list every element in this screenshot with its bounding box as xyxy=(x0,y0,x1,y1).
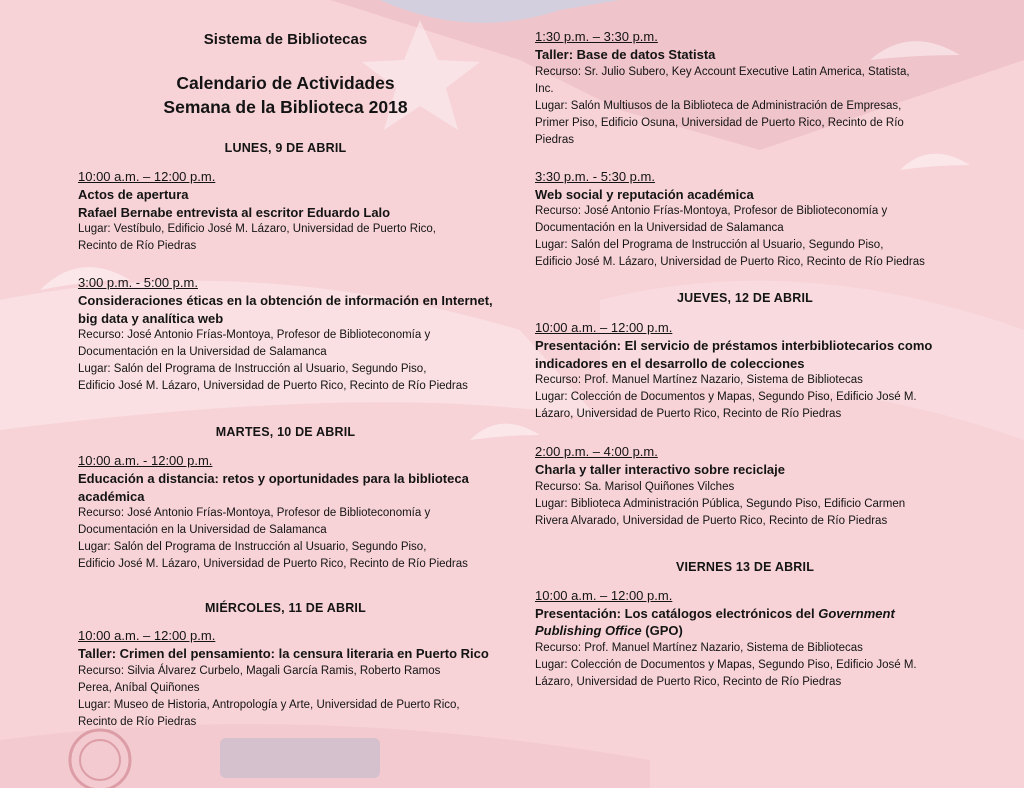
event-time: 10:00 a.m. – 12:00 p.m. xyxy=(535,587,673,603)
event-location: Lugar: Salón Multiusos de la Biblioteca de Administración de Empresas, Primer Piso, Edificio Osuna, Universidad de Puerto Rico, Recinto de Río Piedras xyxy=(535,99,904,146)
event-title: Educación a distancia: retos y oportunidades para la biblioteca académica xyxy=(78,471,469,504)
event-tuesday-1 xyxy=(78,452,493,573)
event-location: Lugar: Museo de Historia, Antropología y Arte, Universidad de Puerto Rico, Recinto de Río Piedras xyxy=(78,698,460,728)
event-title: Web social y reputación académica xyxy=(535,186,754,202)
event-time: 1:30 p.m. – 3:30 p.m. xyxy=(535,29,658,44)
event-resource: Recurso: Sr. Julio Subero, Key Account Executive Latin America, Statista, Inc. xyxy=(535,65,910,95)
event-time: 10:00 a.m. – 12:00 p.m. xyxy=(78,628,216,643)
day-heading-friday: VIERNES 13 DE ABRIL xyxy=(675,559,815,574)
event-resource: Recurso: Prof. Manuel Martínez Nazario, Sistema de Bibliotecas xyxy=(535,374,863,386)
day-heading-tuesday: MARTES, 10 DE ABRIL xyxy=(215,425,356,439)
event-location: Lugar: Colección de Documentos y Mapas, Segundo Piso, Edificio José M. Lázaro, Universidad de Puerto Rico, Recinto de Río Piedras xyxy=(535,391,917,420)
day-heading-wednesday: MIÉRCOLES, 11 DE ABRIL xyxy=(205,601,366,615)
event-thursday-1 xyxy=(535,319,955,423)
event-time: 10:00 a.m. – 12:00 p.m. xyxy=(535,320,673,335)
event-location: Lugar: Biblioteca Administración Pública, Segundo Piso, Edificio Carmen Rivera Alvarado, Universidad de Puerto Rico, Recinto de Río Piedras xyxy=(535,497,906,527)
event-friday-1 xyxy=(535,587,955,691)
event-location: Lugar: Salón del Programa de Instrucción al Usuario, Segundo Piso, Edificio José M. Lázaro, Universidad de Puerto Rico, Recinto de Río Piedras xyxy=(78,541,468,570)
event-location: Lugar: Colección de Documentos y Mapas, Segundo Piso, Edificio José M. Lázaro, Universidad de Puerto Rico, Recinto de Río Piedras xyxy=(535,658,917,688)
event-resource: Recurso: Silvia Álvarez Curbelo, Magali García Ramis, Roberto Ramos Perea, Aníbal Quiñones xyxy=(78,664,441,694)
event-title: Consideraciones éticas en la obtención de información en Internet, big data y analítica web xyxy=(78,293,493,326)
event-title: Taller: Base de datos Statista xyxy=(535,47,716,62)
sib-logo xyxy=(220,738,380,778)
event-title: Charla y taller interactivo sobre reciclaje xyxy=(535,462,786,477)
day-heading-thursday: JUEVES, 12 DE ABRIL xyxy=(676,291,813,305)
page-title: Calendario de Actividades Semana de la Biblioteca 2018 xyxy=(163,73,408,117)
event-title: Taller: Crimen del pensamiento: la censura literaria en Puerto Rico xyxy=(78,646,489,661)
event-monday-1 xyxy=(78,168,493,255)
event-resource: Recurso: José Antonio Frías-Montoya, Profesor de Biblioteconomía y Documentación en la Universidad de Salamanca xyxy=(78,507,431,536)
event-resource: Recurso: José Antonio Frías-Montoya, Profesor de Biblioteconomía y Documentación en la Universidad de Salamanca xyxy=(78,329,431,358)
event-resource: Recurso: Sa. Marisol Quiñones Vilches xyxy=(535,480,735,493)
event-time: 10:00 a.m. - 12:00 p.m. xyxy=(78,453,213,468)
event-time: 3:00 p.m. - 5:00 p.m. xyxy=(78,275,198,290)
event-wednesday-2 xyxy=(535,28,955,149)
event-location: Lugar: Vestíbulo, Edificio José M. Lázaro, Universidad de Puerto Rico, Recinto de Río Piedras xyxy=(78,223,436,252)
day-heading-monday: LUNES, 9 DE ABRIL xyxy=(224,141,347,155)
event-wednesday-3 xyxy=(535,168,955,272)
event-monday-2 xyxy=(78,274,493,395)
event-title: Actos de apertura Rafael Bernabe entrevista al escritor Eduardo Lalo xyxy=(78,187,391,220)
event-location: Lugar: Salón del Programa de Instrucción al Usuario, Segundo Piso, Edificio José M. Lázaro, Universidad de Puerto Rico, Recinto de Río Piedras xyxy=(535,239,925,268)
event-title: Presentación: El servicio de préstamos interbibliotecarios como indicadores en el desarrollo de colecciones xyxy=(535,338,933,371)
event-time: 2:00 p.m. – 4:00 p.m. xyxy=(535,444,658,459)
event-location: Lugar: Salón del Programa de Instrucción al Usuario, Segundo Piso, Edificio José M. Lázaro, Universidad de Puerto Rico, Recinto de Río Piedras xyxy=(78,363,468,392)
event-time: 3:30 p.m. - 5:30 p.m. xyxy=(535,168,655,184)
event-wednesday-1 xyxy=(78,627,493,731)
event-resource: Recurso: Prof. Manuel Martínez Nazario, Sistema de Bibliotecas xyxy=(535,641,863,654)
left-column xyxy=(78,0,493,731)
event-time: 10:00 a.m. – 12:00 p.m. xyxy=(78,169,216,184)
event-title: Presentación: Los catálogos electrónicos del Government Publishing Office (GPO) xyxy=(535,605,895,638)
right-column xyxy=(535,0,955,691)
event-resource: Recurso: José Antonio Frías-Montoya, Profesor de Biblioteconomía y Documentación en la Universidad de Salamanca xyxy=(535,205,888,234)
organization-name: Sistema de Bibliotecas xyxy=(203,31,368,48)
event-thursday-2 xyxy=(535,443,955,530)
